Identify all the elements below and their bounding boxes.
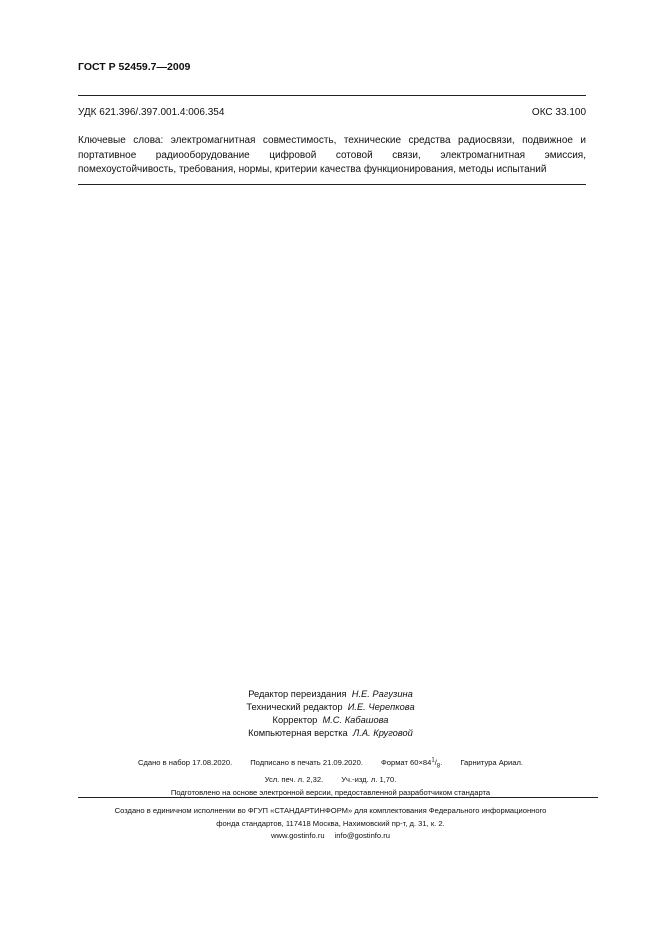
signed-date: Подписано в печать 21.09.2020. [250,757,363,767]
credit-role: Редактор переиздания [248,689,347,699]
footer-contacts [0,830,661,843]
oks-code: ОКС 33.100 [531,107,586,118]
credit-name: Н.Е. Рагузина [351,689,413,699]
divider [78,797,598,798]
email-link[interactable]: info@gostinfo.ru [334,831,391,840]
credit-role: Компьютерная верстка [248,728,348,738]
divider [78,95,586,96]
submitted-date: Сдано в набор 17.08.2020. [137,757,233,767]
format-sup: 1 [431,757,435,763]
credit-role: Корректор [272,715,318,725]
credit-role: Технический редактор [246,702,343,712]
print-line [0,754,661,773]
website-link[interactable]: www.gostinfo.ru [270,831,325,840]
footer-line: Создано в единичном исполнении во ФГУП «СТАНДАРТИНФОРМ» для комплектования Федерального информационного [114,806,547,815]
format-text: Формат 60×84 [380,757,432,767]
format: Формат $60\times 84^1/_8$. [380,757,443,770]
credit-name: И.Е. Черепкова [347,702,415,712]
credits [0,688,661,740]
credit-line [0,727,661,740]
keywords: Ключевые слова: электромагнитная совместимость, технические средства радиосвязи, подвижное и портативное радиооборудование цифровой сотовой связи, электромагнитная эмиссия, помехоустойчивость, требования, нормы, критерии качества функционирования, методы испытаний [78,135,586,175]
standard-id: ГОСТ Р 52459.7—2009 [78,61,191,73]
credit-line [0,714,661,727]
credit-name: М.С. Кабашова [322,715,389,725]
print-line [0,773,661,786]
udk-code: УДК 621.396/.397.001.4:006.354 [78,107,225,118]
publisher-footer [0,805,661,843]
format-end: . [440,757,443,767]
divider [78,184,586,185]
credit-line [0,701,661,714]
format-sub: 8 [436,763,441,770]
pub-sheets: Уч.-изд. л. 1,70. [341,775,397,785]
credit-line [0,688,661,701]
prepared-note: Подготовлено на основе электронной версии, предоставленной разработчиком стандарта [170,788,491,798]
footer-line: фонда стандартов, 117418 Москва, Нахимовский пр-т, д. 31, к. 2. [216,818,445,828]
sheets: Усл. печ. л. 2,32. [264,775,324,785]
typeface: Гарнитура Ариал. [460,757,524,767]
credit-name: Л.А. Круговой [352,728,413,738]
print-info [0,754,661,799]
